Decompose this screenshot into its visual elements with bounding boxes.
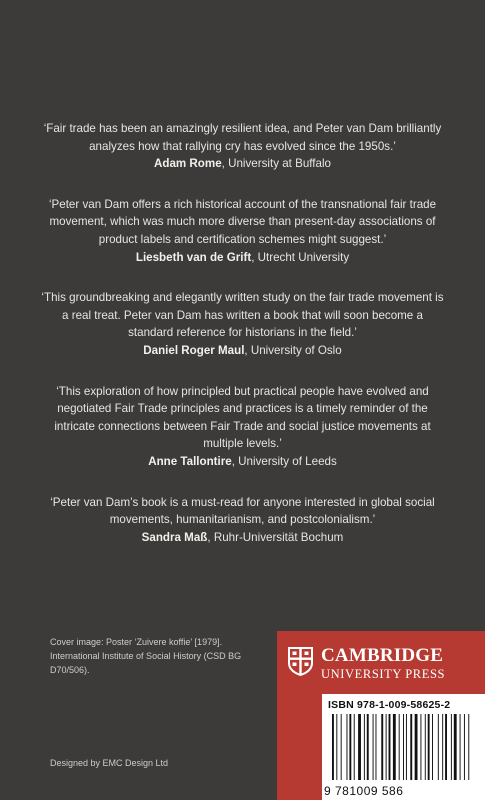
quote-attribution <box>40 155 445 173</box>
quote-text: ‘This groundbreaking and elegantly written study on the fair trade movement is a real treat. Peter van Dam has written a book that will soon become a standard reference for historians in the field.’ <box>41 291 444 340</box>
barcode-image <box>328 714 478 784</box>
quote-3 <box>40 289 445 359</box>
quote-1 <box>40 120 445 173</box>
quote-affiliation: , Ruhr-Universität Bochum <box>207 530 344 544</box>
quote-author: Daniel Roger Maul <box>143 343 245 357</box>
quote-author: Sandra Maß <box>141 530 208 544</box>
quote-attribution <box>40 249 445 267</box>
quote-affiliation: , University at Buffalo <box>221 157 331 171</box>
quote-text: ‘Peter van Dam offers a rich historical account of the transnational fair trade movement, which was much more diverse than present-day associations of product labels and certification schemes might suggest.’ <box>48 197 437 246</box>
quote-affiliation: , Utrecht University <box>251 250 350 264</box>
quote-attribution <box>40 529 445 547</box>
quote-affiliation: , University of Oslo <box>244 343 342 357</box>
quote-author: Adam Rome <box>154 157 222 171</box>
publisher-subname: UNIVERSITY PRESS <box>321 667 446 681</box>
designer-credit: Designed by EMC Design Ltd <box>50 758 169 768</box>
isbn-label: ISBN 978-1-009-58625-2 <box>328 699 451 711</box>
publisher-name: CAMBRIDGE <box>321 645 444 666</box>
quote-author: Anne Tallontire <box>148 454 232 468</box>
quote-text: ‘Peter van Dam’s book is a must-read for anyone interested in global social movements, humanitarianism, and postcolonialism.’ <box>50 495 435 527</box>
cover-image-credit: Cover image: Poster ‘Zuivere koffie’ [1979]. International Institute of Social History (CSD BG D70/506). <box>50 637 242 675</box>
quote-2 <box>40 196 445 266</box>
endorsement-quotes <box>40 120 445 569</box>
quote-author: Liesbeth van de Grift <box>135 250 252 264</box>
quote-text: ‘Fair trade has been an amazingly resilient idea, and Peter van Dam brilliantly analyzes how that rallying cry has evolved since the 1950s.’ <box>43 122 442 153</box>
barcode-digits: 9 781009 586 <box>324 784 404 798</box>
quote-5 <box>40 494 445 547</box>
quote-attribution <box>40 453 445 471</box>
quote-affiliation: , University of Leeds <box>231 454 337 468</box>
quote-4 <box>40 383 445 471</box>
quote-text: ‘This exploration of how principled but practical people have evolved and negotiated Fair Trade principles and practices is a timely reminder of the intricate connections between Fair Trade and social justice movements at multiple levels.’ <box>54 384 431 451</box>
publisher-panel <box>277 631 485 800</box>
university-crest-icon <box>287 646 314 677</box>
quote-attribution <box>40 342 445 360</box>
barcode-box <box>322 694 485 800</box>
